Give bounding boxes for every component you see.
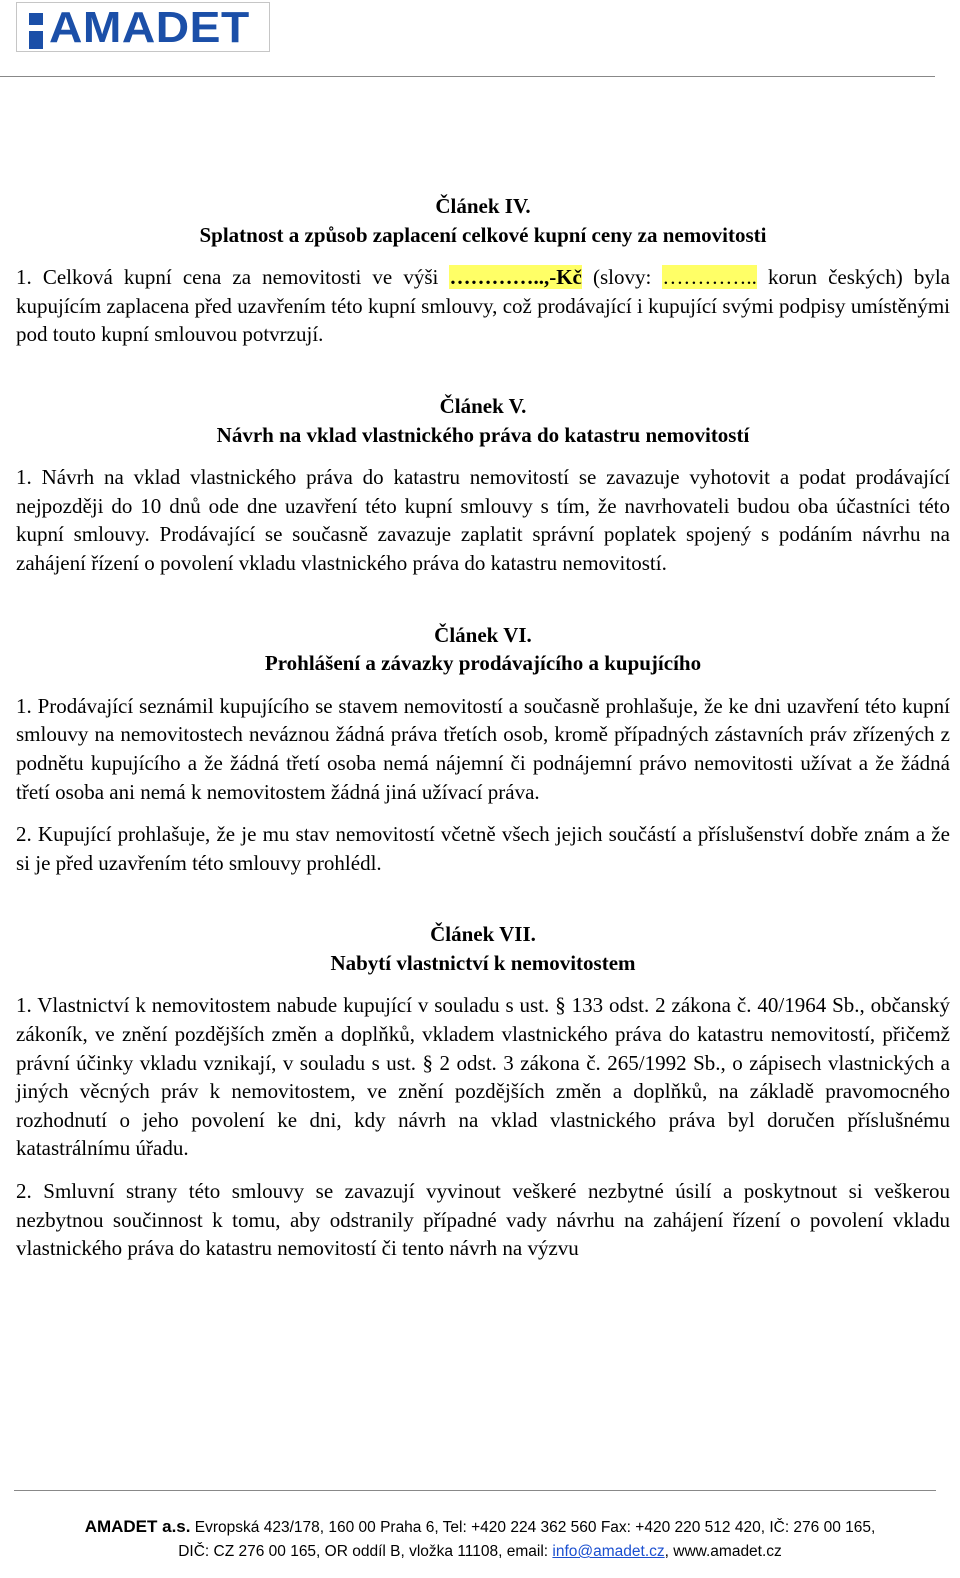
article-vii-paragraph-2: 2. Smluvní strany této smlouvy se zavazují vyvinout veškeré nezbytné úsilí a poskytnout si veškerou nezbytnou součinnost k tomu, aby odstranily případné vady návrhu na zahájení řízení o povolení vkladu vlastnického práva do katastru nemovitostí či tento návrh na výzvu [16, 1179, 950, 1261]
document-body [16, 192, 950, 1263]
company-logo [16, 2, 270, 52]
footer-divider [14, 1490, 936, 1491]
logo-wordmark: AMADET [49, 3, 250, 52]
article-title: Nabytí vlastnictví k nemovitostem [330, 950, 636, 975]
article-title: Návrh na vklad vlastnického práva do katastru nemovitostí [216, 422, 750, 447]
footer-line-2: DIČ: CZ 276 00 165, OR oddíl B, vložka 11108, email: info@amadet.cz, www.amadet.cz [178, 1543, 782, 1560]
header-divider [0, 76, 935, 77]
footer-email-link[interactable]: info@amadet.cz [552, 1543, 665, 1560]
article-vi-heading [16, 621, 950, 678]
article-number: Článek V. [439, 393, 527, 418]
article-number: Článek VI. [434, 622, 532, 647]
footer-company: AMADET a.s. [84, 1517, 191, 1536]
article-title: Prohlášení a závazky prodávajícího a kupujícího [264, 651, 702, 676]
article-number: Článek VII. [430, 922, 536, 947]
price-words-blank: ………….. [662, 265, 757, 290]
article-v-heading [16, 392, 950, 449]
article-vi-paragraph-1: 1. Prodávající seznámil kupujícího se stavem nemovitostí a současně prohlašuje, že ke dni uzavření této kupní smlouvy na nemovitostech neváznou žádná práva třetích osob, kromě případných zástavních práv zřízených z podnětu kupujícího a že žádná třetí osoba nemá nájemní či podnájemní právo nemovitosti užívat a že žádná třetí osoba ani nemá k nemovitostem žádná jiná užívací práva. [16, 693, 950, 804]
footer-line-1: AMADET a.s. Evropská 423/178, 160 00 Praha 6, Tel: +420 224 362 560 Fax: +420 220 512 420, IČ: 276 00 165, [84, 1517, 876, 1536]
article-iv-paragraph-1: 1. Celková kupní cena za nemovitosti ve výši …………..,-Kč (slovy: ………….. korun českých) byla kupujícím zaplacena před uzavřením této kupní smlouvy, což prodávající i kupující svými podpisy umístěnými pod touto kupní smlouvou potvrzují. [16, 265, 950, 347]
page-footer [0, 1515, 960, 1564]
price-blank: …………..,-Kč [449, 265, 582, 290]
logo-mark-icon [29, 13, 43, 49]
article-iv-heading [16, 192, 950, 249]
article-number: Článek IV. [435, 194, 531, 218]
article-title: Splatnost a způsob zaplacení celkové kupní ceny za nemovitosti [199, 222, 767, 247]
article-vi-paragraph-2: 2. Kupující prohlašuje, že je mu stav nemovitostí včetně všech jejich součástí a příslušenství dobře znám a že si je před uzavřením této smlouvy prohlédl. [16, 822, 950, 875]
article-vii-heading [16, 920, 950, 977]
article-v-paragraph-1: 1. Návrh na vklad vlastnického práva do katastru nemovitostí se zavazuje vyhotovit a podat prodávající nejpozději do 10 dnů ode dne uzavření této kupní smlouvy s tím, že navrhovateli budou oba účastníci této kupní smlouvy. Prodávající se současně zavazuje zaplatit správní poplatek spojený s podáním návrhu na zahájení řízení o povolení vkladu vlastnického práva do katastru nemovitostí. [16, 465, 950, 575]
article-vii-paragraph-1: 1. Vlastnictví k nemovitostem nabude kupující v souladu s ust. § 133 odst. 2 zákona č. 40/1964 Sb., občanský zákoník, ve znění pozdějších změn a doplňků, vkladem vlastnického práva do katastru nemovitostí, přičemž právní účinky vkladu vznikají, v souladu s ust. § 2 odst. 3 zákona č. 265/1992 Sb., o zápisech vlastnických a jiných věcných práv k nemovitostem, ve znění pozdějších změn a doplňků, na základě pravomocného rozhodnutí o jeho povolení ke dni, kdy návrh na vklad vlastnického práva byl doručen příslušnému katastrálnímu úřadu. [16, 993, 950, 1161]
